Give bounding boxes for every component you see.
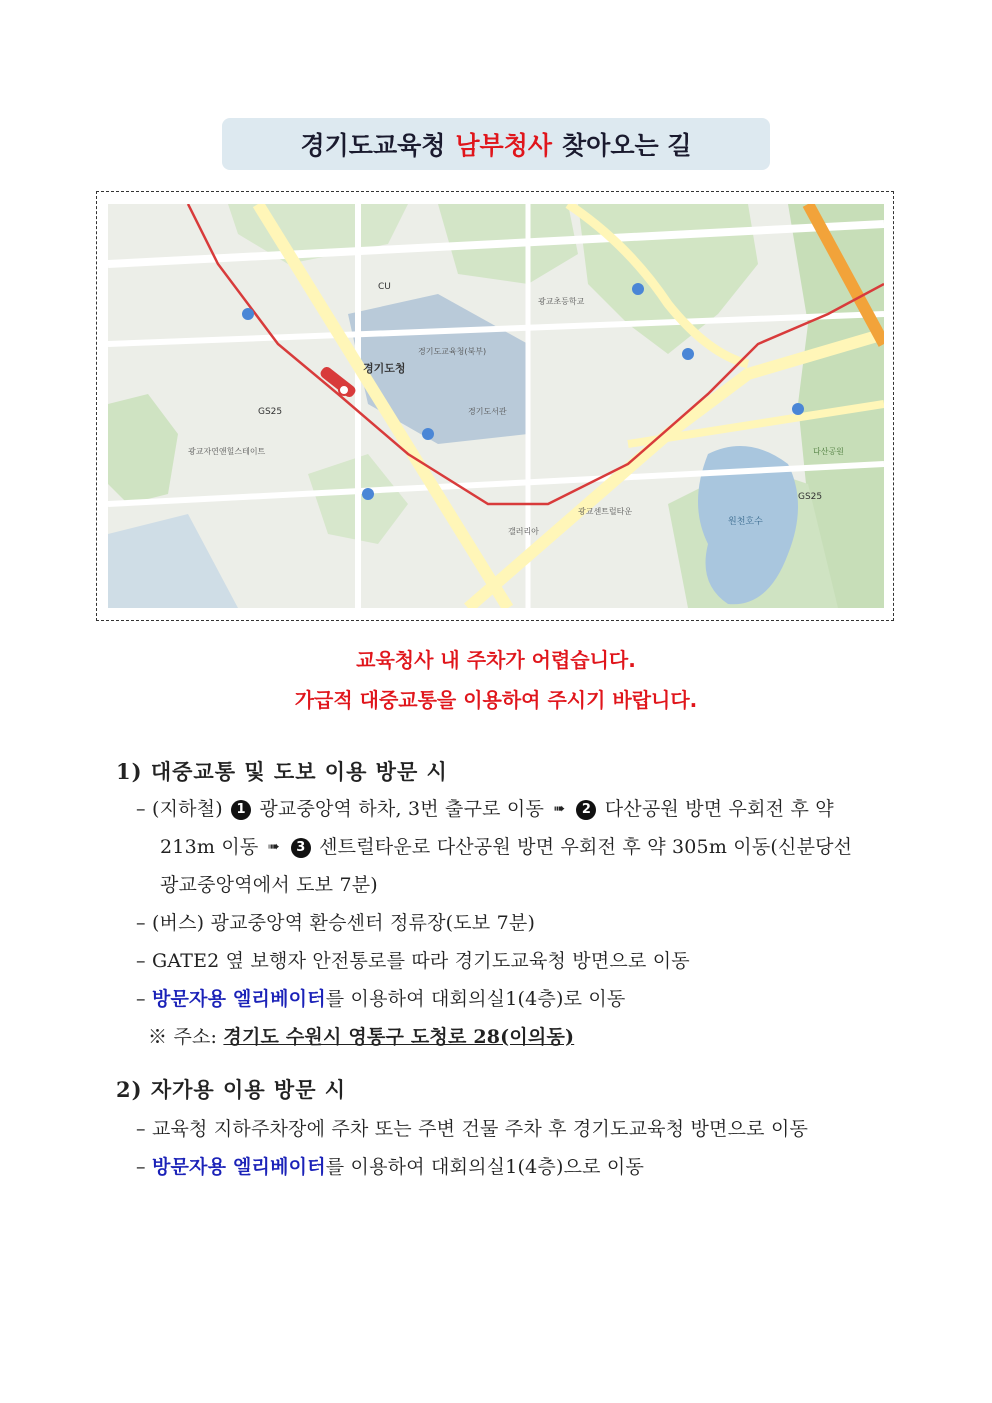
dash: – — [136, 988, 146, 1010]
parking-notice-line1: 교육청사 내 주차가 어렵습니다. — [356, 648, 636, 672]
address-label: ※ 주소: — [148, 1026, 218, 1048]
map-label-gs2: GS25 — [798, 492, 823, 502]
subway-line1 — [136, 794, 834, 821]
step3-badge: 3 — [291, 838, 311, 858]
step1-text: 광교중앙역 하차, 3번 출구로 이동 — [259, 798, 545, 820]
title-suffix: 찾아오는 길 — [562, 131, 692, 160]
subway-line3: 광교중앙역에서 도보 7분) — [160, 874, 378, 896]
elevator-text: 를 이용하여 대회의실1(4층)으로 이동 — [325, 1156, 645, 1178]
arrow-icon: ➠ — [267, 839, 280, 855]
map-label-apt1: 광교자연앤힐스테이트 — [188, 447, 266, 456]
step3-text: 센트럴타운로 다산공원 방면 우회전 후 약 305m 이동(신분당선 — [319, 836, 853, 858]
address-line — [148, 1022, 574, 1049]
step1-badge: 1 — [231, 800, 251, 820]
elevator-highlight: 방문자용 엘리베이터 — [151, 1156, 326, 1178]
elevator-line2 — [136, 1152, 644, 1179]
map-label-gs1: GS25 — [258, 407, 283, 417]
map-label-cu: CU — [378, 282, 391, 292]
arrow-icon: ➠ — [553, 801, 566, 817]
map-label-hall: 경기도서관 — [468, 407, 507, 416]
parking-notice-line2: 가급적 대중교통을 이용하여 주시기 바랍니다. — [294, 688, 698, 712]
title-prefix: 경기도교육청 — [300, 131, 446, 160]
subway-label: (지하철) — [151, 798, 223, 820]
car-line: – 교육청 지하주차장에 주차 또는 주변 건물 주차 후 경기도교육청 방면으로 이동 — [136, 1118, 809, 1140]
map-graphic — [108, 204, 884, 608]
map-label-station: 경기도청 — [363, 362, 406, 375]
dash: – — [136, 798, 146, 820]
map-frame — [96, 191, 894, 621]
title-highlight: 남부청사 — [455, 131, 553, 160]
gate-line: – GATE2 옆 보행자 안전통로를 따라 경기도교육청 방면으로 이동 — [136, 950, 690, 972]
section2-heading: 2) 자가용 이용 방문 시 — [116, 1077, 347, 1102]
elevator-text: 를 이용하여 대회의실1(4층)로 이동 — [325, 988, 626, 1010]
map-label-office: 경기도교육청(북부) — [418, 347, 487, 356]
section1-heading: 1) 대중교통 및 도보 이용 방문 시 — [116, 759, 448, 784]
page-title — [222, 118, 770, 170]
bus-line: – (버스) 광교중앙역 환승센터 정류장(도보 7분) — [136, 912, 536, 934]
map-label-apt2: 광교센트럴타운 — [578, 507, 633, 516]
map-label-park: 다산공원 — [813, 447, 844, 456]
step2-text: 다산공원 방면 우회전 후 약 — [604, 798, 834, 820]
map-label-mall: 갤러리아 — [508, 527, 539, 536]
location-map[interactable] — [108, 204, 884, 608]
step2-badge: 2 — [576, 800, 596, 820]
address-value: 경기도 수원시 영통구 도청로 28(이의동) — [223, 1026, 575, 1048]
step2-text-cont: 213m 이동 — [160, 836, 259, 858]
elevator-line1 — [136, 984, 626, 1011]
dash: – — [136, 1156, 146, 1178]
elevator-highlight: 방문자용 엘리베이터 — [151, 988, 326, 1010]
map-label-school: 광교초등학교 — [538, 297, 585, 306]
subway-line2 — [160, 832, 852, 859]
map-label-lake: 원천호수 — [728, 517, 763, 527]
